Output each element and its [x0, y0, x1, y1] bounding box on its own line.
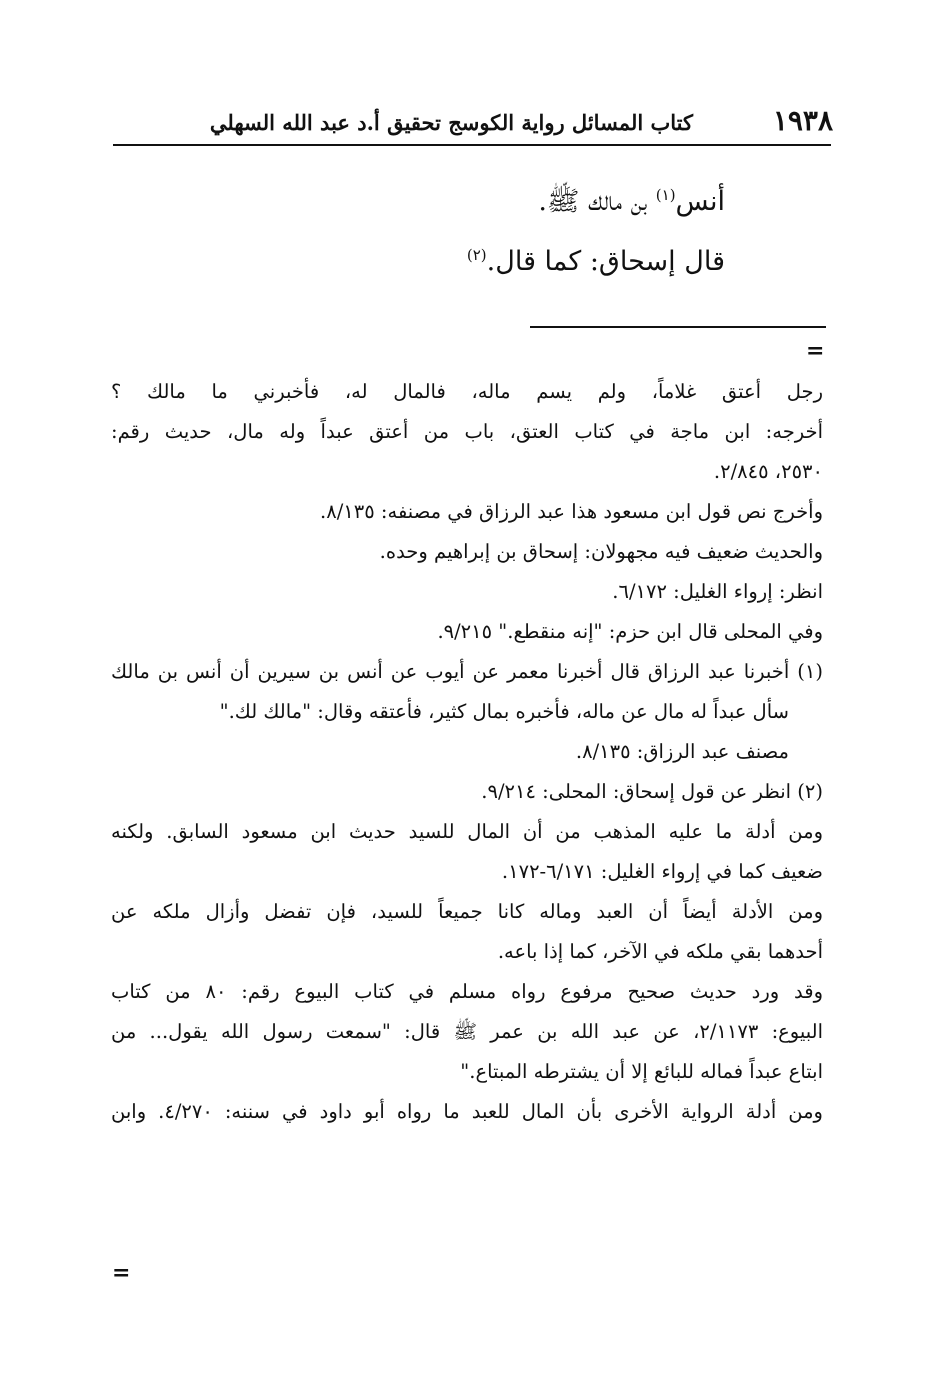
- footnote-2-line: (٢) انظر عن قول إسحاق: المحلى: ٩/٢١٤.: [481, 780, 823, 803]
- footnote-1-line: مصنف عبد الرزاق: ٨/١٣٥.: [575, 740, 789, 763]
- page-number: ١٩٣٨: [772, 104, 833, 137]
- main-text-line-1-start: أنس: [675, 186, 725, 217]
- page-header: [113, 100, 833, 144]
- footnote-line: والحديث ضعيف فيه مجهولان: إسحاق بن إبراهيم وحده.: [379, 540, 823, 563]
- main-text: [165, 172, 725, 292]
- footnote-2-line: أحدهما بقي ملكه في الآخر، كما إذا باعه.: [497, 940, 823, 963]
- footnote-2-line: ومن أدلة ما عليه المذهب من أن المال للسيد حديث ابن مسعود السابق. ولكنه: [111, 820, 823, 843]
- main-text-line-2-text: قال إسحاق: كما قال.: [486, 246, 725, 277]
- footnote-1-line: (١) أخبرنا عبد الرزاق قال أخبرنا معمر عن أيوب عن أنس بن سيرين أن أنس بن مالك: [111, 660, 823, 683]
- footnote-line: ٢٥٣٠، ٢/٨٤٥.: [713, 460, 823, 483]
- footnotes: [111, 372, 823, 1132]
- footnote-line: أخرجه: ابن ماجة في كتاب العتق، باب من أعتق عبداً وله مال، حديث رقم:: [111, 420, 823, 443]
- footnote-2-line: ومن الأدلة أيضاً أن العبد وماله كانا جميعاً للسيد، فإن تفضل وأزال ملكه عن: [111, 900, 823, 923]
- main-text-line-1: [165, 172, 725, 232]
- footnote-2-line: ابتاع عبداً فماله للبائع إلا أن يشترطه المبتاع.": [460, 1060, 823, 1083]
- continuation-mark-bottom: =: [112, 1260, 131, 1286]
- footnote-1-line: سأل عبداً له مال عن ماله، فأخبره بمال كثير، فأعتقه وقال: "مالك لك.": [219, 700, 789, 723]
- footnote-line: وفي المحلى قال ابن حزم: "إنه منقطع." ٩/٢١٥.: [437, 620, 823, 643]
- footnote-2-line: ضعيف كما في إرواء الغليل: ٦/١٧١-١٧٢.: [501, 860, 823, 883]
- footnote-line: انظر: إرواء الغليل: ٦/١٧٢.: [612, 580, 823, 603]
- footnote-separator: [530, 326, 826, 328]
- footnote-line: وأخرج نص قول ابن مسعود هذا عبد الرزاق في مصنفه: ٨/١٣٥.: [320, 500, 823, 523]
- running-title: كتاب المسائل رواية الكوسج تحقيق أ.د عبد الله السهلي: [209, 110, 693, 135]
- footnote-line: رجل أعتق غلاماً، ولم يسم ماله، فالمال له، فأخبرني ما مالك ؟: [111, 380, 823, 403]
- header-rule: [113, 144, 831, 146]
- main-text-line-1-end: بن مالك ﷺ.: [538, 186, 656, 217]
- main-text-line-2: [165, 232, 725, 292]
- footnote-2-line: وقد ورد حديث صحيح مرفوع رواه مسلم في كتاب البيوع رقم: ٨٠ من كتاب: [111, 980, 823, 1003]
- continuation-mark-top: =: [806, 338, 825, 364]
- footnote-ref-2: (٢): [466, 246, 487, 264]
- footnote-2-line: ومن أدلة الرواية الأخرى بأن المال للعبد ما رواه أبو داود في سننه: ٤/٢٧٠. وابن: [111, 1100, 823, 1123]
- footnote-2-line: البيوع: ٢/١١٧٣، عن عبد الله بن عمر ﷺ قال: "سمعت رسول الله يقول... من: [111, 1020, 823, 1043]
- footnote-ref-1: (١): [655, 186, 676, 204]
